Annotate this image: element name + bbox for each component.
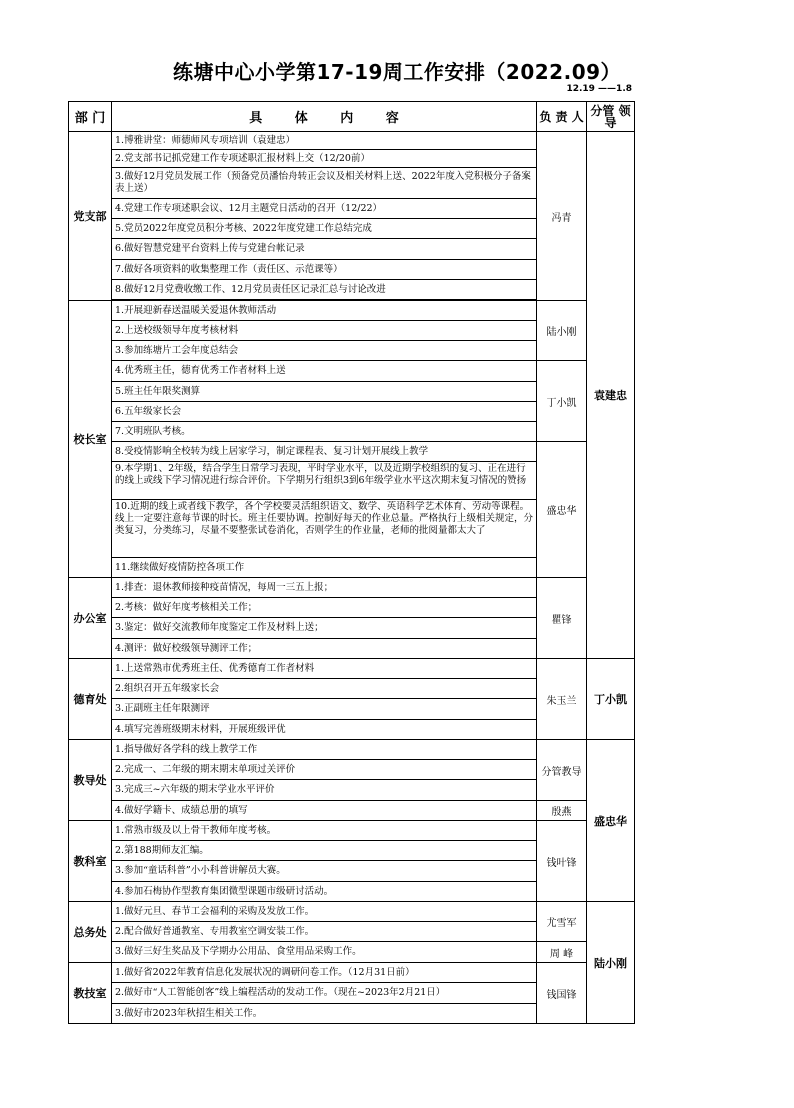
- dept-teaching: 教导处: [69, 740, 112, 821]
- research-item-3: 3.参加“童话科普”小小科普讲解员大赛。: [112, 861, 537, 882]
- principal-item-1: 1.开展迎新春送温暖关爱退休教师活动: [112, 301, 537, 321]
- date-range: 12.19 ——1.8: [566, 84, 632, 94]
- dept-research: 教科室: [69, 821, 112, 902]
- resp-principal-a: 陆小刚: [537, 301, 587, 361]
- header-lead: 分管 领导: [587, 102, 635, 132]
- principal-item-9: 9.本学期1、2年级，结合学生日常学习表现，平时学业水平，以及近期学校组织的复习、正在进行的线上或线下学习情况进行综合评价。下学期另行组织3到6年级学业水平这次期末复习情况的赞扬: [115, 462, 527, 486]
- general-item-1: 1.做好元旦、春节工会福利的采购及发放工作。: [112, 902, 537, 922]
- dept-party: 党支部: [69, 132, 112, 301]
- moral-item-3: 3.正副班主任年限测评: [112, 699, 537, 720]
- resp-party: 冯青: [537, 132, 587, 301]
- party-item-1: 1.博雅讲堂：师德师风专项培训（袁建忠）: [112, 132, 537, 150]
- leader-2: 丁小凯: [587, 659, 635, 740]
- tech-item-1: 1.做好省2022年教育信息化发展状况的调研问卷工作。（12月31日前）: [112, 963, 537, 983]
- general-item-2: 2.配合做好普通教室、专用教室空调安装工作。: [112, 922, 537, 942]
- party-item-8: 8.做好12月党费收缴工作、12月党员责任区记录汇总与讨论改进: [112, 280, 537, 300]
- dept-office: 办公室: [69, 578, 112, 659]
- leader-4: 陆小刚: [587, 902, 635, 1024]
- tech-item-3: 3.做好市2023年秋招生相关工作。: [112, 1004, 537, 1024]
- dept-principal: 校长室: [69, 301, 112, 578]
- party-item-4: 4.党建工作专项述职会议、12月主题党日活动的召开（12/22）: [112, 199, 537, 219]
- leader-1: 袁建忠: [587, 132, 635, 659]
- principal-item-7: 7.文明班队考核。: [112, 422, 537, 442]
- principal-item-6: 6.五年级家长会: [112, 402, 537, 422]
- resp-tech: 钱国锋: [537, 963, 587, 1024]
- principal-item-5: 5.班主任年限奖测算: [112, 382, 537, 402]
- leader-3: 盛忠华: [587, 740, 635, 902]
- dept-moral: 德育处: [69, 659, 112, 740]
- dept-tech: 教技室: [69, 963, 112, 1024]
- moral-item-2: 2.组织召开五年级家长会: [112, 679, 537, 699]
- resp-teaching-a: 分管教导: [537, 740, 587, 801]
- teaching-item-1: 1.指导做好各学科的线上教学工作: [112, 740, 537, 760]
- moral-item-1: 1.上送常熟市优秀班主任、优秀德育工作者材料: [112, 659, 537, 679]
- party-item-7: 7.做好各项资料的收集整理工作（责任区、示范课等）: [112, 260, 537, 280]
- resp-general-b: 周 峰: [537, 942, 587, 963]
- research-item-4: 4.参加石梅协作型教育集团微型课题市级研讨活动。: [112, 882, 537, 902]
- principal-item-4: 4.优秀班主任，德育优秀工作者材料上送: [112, 361, 537, 382]
- resp-office: 瞿锋: [537, 578, 587, 659]
- page-title: 练塘中心小学第17-19周工作安排（2022.09）: [172, 60, 622, 84]
- tech-item-2: 2.做好市“人工智能创客”线上编程活动的发动工作。（现在~2023年2月21日）: [112, 983, 537, 1004]
- resp-teaching-b: 殷燕: [537, 801, 587, 821]
- principal-item-10: 10.近期的线上或者线下教学，各个学校要灵活组织语文、数学、英语科学艺术体育、劳动等课程。线上一定要注意每节课的时长。班主任要协调。控制好每天的作业总量。严格执行上级相关规定，分类复习，分类练习，尽量不要整张试卷消化，否则学生的作业量，老师的批阅量都太大了: [115, 500, 533, 536]
- office-item-3: 3.鉴定：做好交流教师年度鉴定工作及材料上送；: [112, 618, 537, 639]
- research-item-1: 1.常熟市级及以上骨干教师年度考核。: [112, 821, 537, 841]
- header-resp: 负 责 人: [537, 102, 587, 132]
- resp-research: 钱叶锋: [537, 821, 587, 902]
- office-item-1: 1.排查：退休教师接种疫苗情况，每周一三五上报；: [112, 578, 537, 598]
- teaching-item-3: 3.完成三~六年级的期末学业水平评价: [112, 780, 537, 801]
- party-item-5: 5.党员2022年度党员积分考核、2022年度党建工作总结完成: [112, 219, 537, 239]
- principal-item-2: 2.上送校级领导年度考核材料: [112, 321, 537, 341]
- principal-item-8: 8.受疫情影响全校转为线上居家学习，制定课程表、复习计划开展线上教学: [112, 442, 537, 462]
- party-item-6: 6.做好智慧党建平台资料上传与党建台帐记录: [112, 239, 537, 260]
- teaching-item-2: 2.完成一、二年级的期末期末单项过关评价: [112, 760, 537, 780]
- office-item-4: 4.测评：做好校级领导测评工作；: [112, 639, 537, 659]
- resp-general-a: 尤雪军: [537, 902, 587, 942]
- dept-general: 总务处: [69, 902, 112, 963]
- principal-item-3: 3.参加练塘片工会年度总结会: [112, 341, 537, 361]
- office-item-2: 2.考核：做好年度考核相关工作；: [112, 598, 537, 618]
- header-dept: 部 门: [69, 102, 112, 132]
- schedule-table: [68, 101, 635, 1024]
- header-row: [69, 102, 635, 132]
- moral-item-4: 4.填写完善班级期末材料，开展班级评优: [112, 720, 537, 740]
- party-item-3: 3.做好12月党员发展工作（预备党员潘怡舟转正会议及相关材料上送、2022年度入党积极分子备案表上送）: [112, 168, 537, 199]
- resp-principal-c: 盛忠华: [537, 442, 587, 578]
- principal-item-11: 11.继续做好疫情防控各项工作: [112, 558, 537, 578]
- general-item-3: 3.做好三好生奖品及下学期办公用品、食堂用品采购工作。: [112, 942, 537, 963]
- resp-moral: 朱玉兰: [537, 659, 587, 740]
- party-item-2: 2.党支部书记抓党建工作专项述职汇报材料上交（12/20前）: [112, 150, 537, 168]
- header-content: 具 体 内 容: [112, 102, 537, 132]
- research-item-2: 2.第188期师友汇编。: [112, 841, 537, 861]
- teaching-item-4: 4.做好学籍卡、成绩总册的填写: [112, 801, 537, 821]
- resp-principal-b: 丁小凯: [537, 361, 587, 442]
